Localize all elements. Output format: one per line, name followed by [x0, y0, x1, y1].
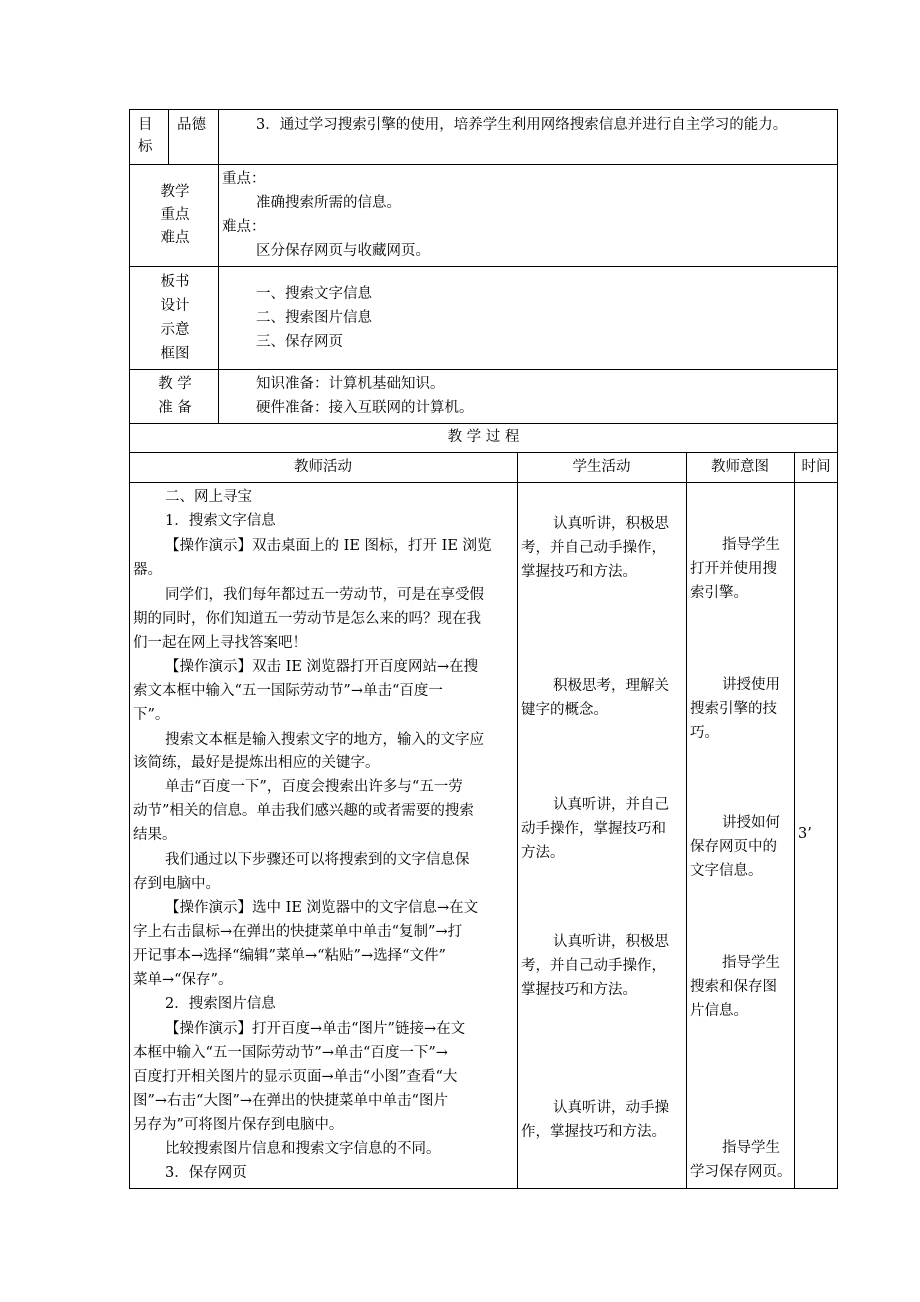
teacher-line: 比较搜索图片信息和搜索文字信息的不同。 [165, 1141, 441, 1157]
col-divider [794, 452, 795, 1189]
teacher-line: 本框中输入“五一国际劳动节”→单击“百度一下”→ [133, 1045, 448, 1061]
teacher-line: 们一起在网上寻找答案吧！ [133, 635, 307, 651]
goal-text: 3．通过学习搜索引擎的使用，培养学生利用网络搜索信息并进行自主学习的能力。 [256, 117, 788, 133]
goal-label: 目标 [138, 117, 153, 155]
intent-line: 文字信息。 [690, 863, 763, 879]
teacher-line: 索文本框中输入“五一国际劳动节”→单击“百度一 [133, 683, 443, 699]
difficulty-text: 区分保存网页与收藏网页。 [256, 243, 430, 259]
student-line: 认真听讲，动手操 [553, 1100, 669, 1116]
time-value: 3’ [798, 826, 812, 842]
intent-line: 讲授使用 [722, 677, 780, 693]
student-line: 键字的概念。 [521, 702, 608, 718]
teacher-line: 动节”相关的信息。单击我们感兴趣的或者需要的搜索 [133, 803, 474, 819]
intent-line: 指导学生 [722, 537, 780, 553]
row-divider [129, 369, 838, 370]
teacher-line: 同学们，我们每年都过五一劳动节，可是在享受假 [165, 587, 484, 603]
teacher-line: 期的同时，你们知道五一劳动节是怎么来的吗？现在我 [133, 611, 481, 627]
intent-line: 指导学生 [722, 955, 780, 971]
row-divider [129, 482, 838, 483]
row-divider [129, 266, 838, 267]
teacher-line: 图”→右击“大图”→在弹出的快捷菜单中单击“图片 [133, 1093, 448, 1109]
teacher-line: 该简练，最好是提炼出相应的关键字。 [133, 755, 380, 771]
teacher-line: 【操作演示】双击桌面上的 IE 图标，打开 IE 浏览 [165, 538, 492, 554]
teacher-line: 2．搜索图片信息 [165, 996, 276, 1012]
process-title: 教 学 过 程 [447, 429, 520, 445]
row-divider [129, 164, 838, 165]
student-line: 考，并自己动手操作， [521, 958, 666, 974]
difficulty-heading: 难点： [222, 219, 266, 235]
board-item: 一、搜索文字信息 [256, 286, 372, 302]
row-divider [129, 452, 838, 453]
teacher-line: 1．搜索文字信息 [165, 513, 276, 529]
intent-line: 讲授如何 [722, 815, 780, 831]
teacher-line: 存到电脑中。 [133, 876, 220, 892]
intent-line: 保存网页中的 [690, 839, 777, 855]
col-divider [686, 452, 687, 1189]
prep-label-2: 准 备 [158, 400, 192, 416]
key-points-label-3: 难点 [160, 230, 190, 246]
student-line: 掌握技巧和方法。 [521, 564, 637, 580]
teacher-line: 单击“百度一下”，百度会搜索出许多与“五一劳 [165, 779, 463, 795]
row-divider [129, 423, 838, 424]
teacher-line: 【操作演示】选中 IE 浏览器中的文字信息→在文 [165, 900, 479, 916]
col-divider [168, 109, 169, 164]
intent-line: 搜索引擎的技 [690, 701, 777, 717]
board-item: 三、保存网页 [256, 334, 343, 350]
intent-line: 巧。 [690, 725, 719, 741]
intent-line: 索引擎。 [690, 585, 748, 601]
col-divider [218, 109, 219, 423]
header-time: 时间 [801, 459, 831, 475]
teacher-line: 【操作演示】打开百度→单击“图片”链接→在文 [165, 1021, 466, 1037]
student-line: 动手操作，掌握技巧和 [521, 821, 666, 837]
teacher-line: 字上右击鼠标→在弹出的快捷菜单中单击“复制”→打 [133, 924, 463, 940]
teacher-line: 搜索文本框是输入搜索文字的地方，输入的文字应 [165, 732, 484, 748]
intent-line: 学习保存网页。 [690, 1164, 792, 1180]
key-point-text: 准确搜索所需的信息。 [256, 195, 401, 211]
board-label-1: 板书 [160, 274, 190, 290]
board-label-2: 设计 [160, 298, 190, 314]
student-line: 认真听讲，并自己 [553, 797, 669, 813]
goal-sub-label: 品德 [177, 117, 206, 133]
teacher-line: 菜单→“保存”。 [133, 972, 233, 988]
header-intent: 教师意图 [711, 459, 769, 475]
student-line: 认真听讲，积极思 [553, 516, 669, 532]
teacher-line: 我们通过以下步骤还可以将搜索到的文字信息保 [165, 852, 470, 868]
student-line: 作，掌握技巧和方法。 [521, 1124, 666, 1140]
student-line: 考，并自己动手操作， [521, 540, 666, 556]
prep-item: 知识准备：计算机基础知识。 [256, 376, 445, 392]
intent-line: 打开并使用搜 [690, 561, 777, 577]
key-points-label-1: 教学 [160, 184, 190, 200]
key-point-heading: 重点： [222, 171, 266, 187]
header-teacher: 教师活动 [294, 459, 352, 475]
header-student: 学生活动 [572, 459, 631, 475]
teacher-line: 器。 [133, 562, 162, 578]
prep-label-1: 教 学 [158, 376, 192, 392]
key-points-label-2: 重点 [160, 207, 190, 223]
intent-line: 片信息。 [690, 1003, 748, 1019]
teacher-line: 百度打开相关图片的显示页面→单击“小图”查看“大 [133, 1069, 458, 1085]
board-item: 二、搜索图片信息 [256, 310, 372, 326]
student-line: 积极思考，理解关 [553, 678, 669, 694]
intent-line: 搜索和保存图 [690, 979, 777, 995]
teacher-line: 开记事本→选择“编辑”菜单→“粘贴”→选择“文件” [133, 948, 446, 964]
intent-line: 指导学生 [722, 1140, 780, 1156]
teacher-line: 下”。 [133, 707, 170, 723]
board-label-3: 示意 [160, 322, 190, 338]
teacher-line: 二、网上寻宝 [165, 489, 252, 505]
teacher-line: 另存为”可将图片保存到电脑中。 [133, 1117, 344, 1133]
student-line: 认真听讲，积极思 [553, 934, 669, 950]
teacher-line: 【操作演示】双击 IE 浏览器打开百度网站→在搜 [165, 659, 479, 675]
teacher-line: 3．保存网页 [165, 1165, 247, 1181]
student-line: 方法。 [521, 845, 565, 861]
teacher-line: 结果。 [133, 827, 177, 843]
col-divider [517, 452, 518, 1189]
student-line: 掌握技巧和方法。 [521, 982, 637, 998]
prep-item: 硬件准备：接入互联网的计算机。 [256, 400, 474, 416]
board-label-4: 框图 [160, 346, 190, 362]
